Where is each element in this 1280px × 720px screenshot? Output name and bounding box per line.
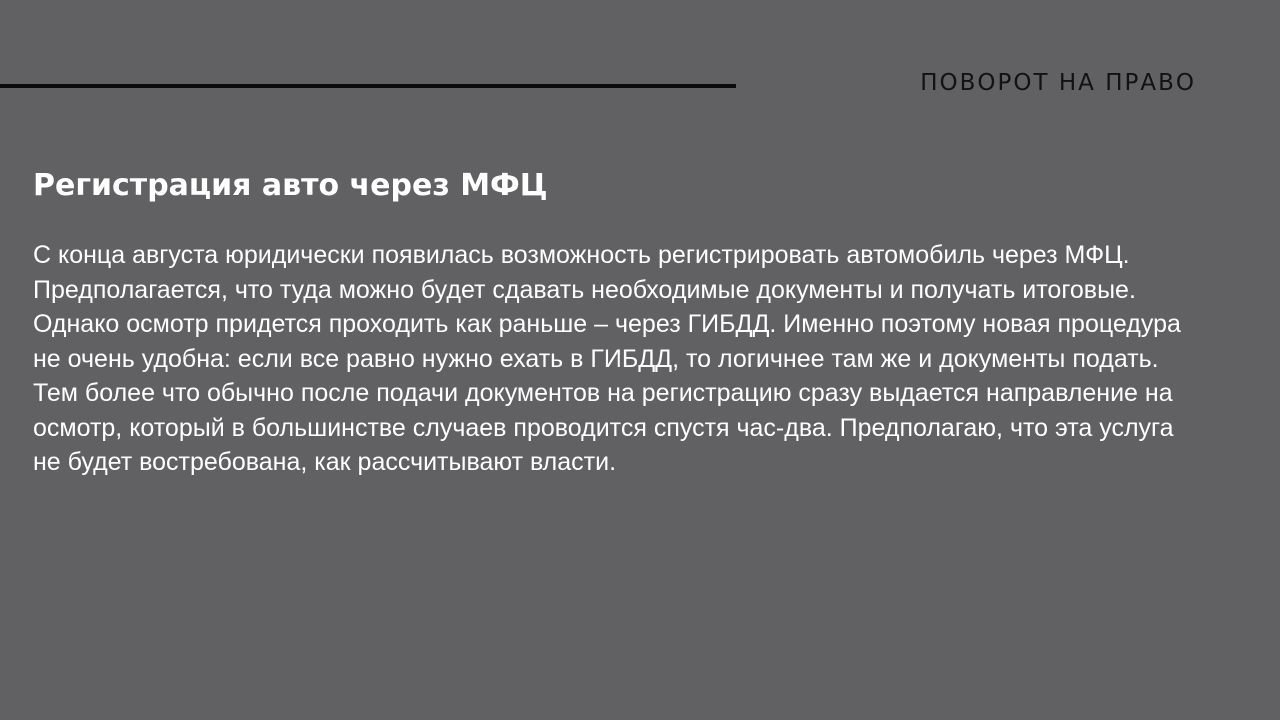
header-divider-line	[0, 84, 736, 88]
article-title: Регистрация авто через МФЦ	[33, 168, 548, 203]
body-line: Однако осмотр придется проходить как раньше – через ГИБДД. Именно поэтому новая процедура	[33, 310, 1181, 338]
brand-name: ПОВОРОТ НА ПРАВО	[920, 70, 1196, 96]
body-line: Предполагается, что туда можно будет сдавать необходимые документы и получать итоговые.	[33, 275, 1136, 304]
body-line: не будет востребована, как рассчитывают власти.	[33, 448, 617, 476]
body-line: С конца августа юридически появилась возможность регистрировать автомобиль через МФЦ.	[33, 241, 1130, 269]
body-line: осмотр, который в большинстве случаев проводится спустя час-два. Предполагаю, что эта услуга	[33, 413, 1174, 442]
body-line: не очень удобна: если все равно нужно ехать в ГИБДД, то логичнее там же и документы подать.	[33, 344, 1159, 373]
body-line: Тем более что обычно после подачи документов на регистрацию сразу выдается направление на	[33, 379, 1173, 407]
article-body	[33, 238, 1258, 480]
